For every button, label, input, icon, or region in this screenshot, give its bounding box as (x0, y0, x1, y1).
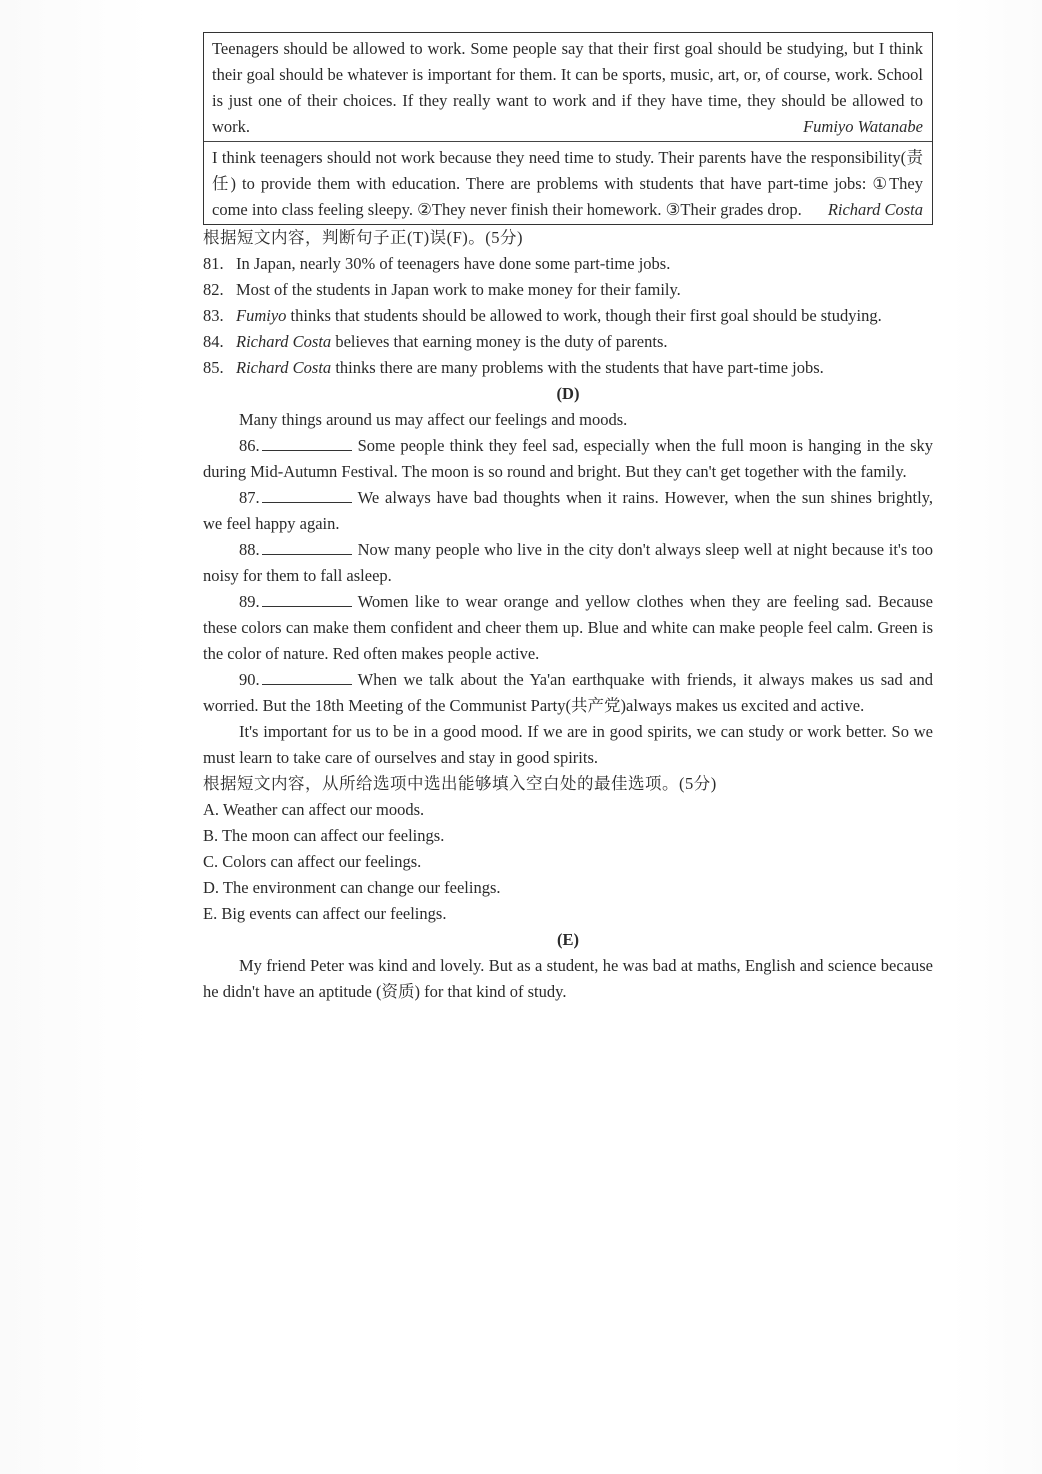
letter-signature: Fumiyo Watanabe (803, 117, 923, 136)
answer-blank[interactable] (262, 668, 352, 685)
gap-text: Some people think they feel sad, especially when the full moon is hanging in the sky during Mid-Autumn Festival. The moon is so round and bright. But they can't get together with the family. (203, 436, 933, 481)
question-number: 85. (203, 358, 224, 377)
content-column (203, 32, 933, 1005)
gap-item (203, 433, 933, 485)
section-e-heading: (E) (557, 930, 579, 949)
question-body: Most of the students in Japan work to make money for their family. (236, 280, 681, 299)
gap-number: 90. (239, 670, 260, 689)
gap-number: 89. (239, 592, 260, 611)
question-name: Richard Costa (236, 332, 332, 351)
gap-number: 87. (239, 488, 260, 507)
question-body: believes that earning money is the duty of parents. (331, 332, 668, 351)
gap-text: Women like to wear orange and yellow clothes when they are feeling sad. Because these colors can make them confident and cheer them up. Blue and white can make people feel calm. Green is the color of nature. Red often makes people active. (203, 592, 933, 663)
question-text (236, 277, 933, 303)
tf-question (203, 329, 933, 355)
section-e-text: My friend Peter was kind and lovely. But as a student, he was bad at maths, English and science because he didn't have an aptitude (资质) for that kind of study. (203, 956, 933, 1001)
question-text (236, 303, 933, 329)
letter-signature: Richard Costa (827, 200, 923, 219)
question-number: 82. (203, 280, 224, 299)
question-text (236, 329, 933, 355)
tf-question (203, 355, 933, 381)
gap-item (203, 485, 933, 537)
tf-question (203, 251, 933, 277)
option-b: B. The moon can affect our feelings. (203, 826, 445, 845)
answer-blank[interactable] (262, 434, 352, 451)
option-e: E. Big events can affect our feelings. (203, 904, 447, 923)
question-text (236, 355, 933, 381)
gap-item (203, 589, 933, 667)
question-body: thinks there are many problems with the students that have part-time jobs. (331, 358, 824, 377)
question-name: Richard Costa (236, 358, 332, 377)
section-d-heading: (D) (556, 384, 580, 403)
question-body: thinks that students should be allowed to work, though their first goal should be studying. (286, 306, 882, 325)
section-d-closing: It's important for us to be in a good mood. If we are in good spirits, we can study or work better. So we must learn to take care of ourselves and stay in good spirits. (203, 722, 933, 767)
gap-number: 88. (239, 540, 260, 559)
option-c: C. Colors can affect our feelings. (203, 852, 422, 871)
question-body: In Japan, nearly 30% of teenagers have done some part-time jobs. (236, 254, 671, 273)
question-name: Fumiyo (236, 306, 287, 325)
question-number: 84. (203, 332, 224, 351)
tf-question (203, 303, 933, 329)
letter-fumiyo (204, 33, 932, 141)
gap-number: 86. (239, 436, 260, 455)
gap-item (203, 537, 933, 589)
question-number: 83. (203, 306, 224, 325)
option-d: D. The environment can change our feelings. (203, 878, 501, 897)
letter-text: Teenagers should be allowed to work. Some people say that their first goal should be studying, but I think their goal should be whatever is important for them. It can be sports, music, art, or, of course, work. School is just one of their choices. If they really want to work and if they have time, they should be allowed to work. (212, 39, 923, 136)
letters-box (203, 32, 933, 225)
tf-instruction: 根据短文内容，判断句子正(T)误(F)。(5分) (203, 228, 523, 247)
tf-question (203, 277, 933, 303)
section-d-intro: Many things around us may affect our feelings and moods. (239, 410, 628, 429)
section-d-instruction: 根据短文内容，从所给选项中选出能够填入空白处的最佳选项。(5分) (203, 774, 717, 793)
letter-text: I think teenagers should not work because they need time to study. Their parents have the responsibility(责任) to provide them with education. There are problems with students that have part-time jobs: ①They come into class feeling sleepy. ②They never finish their homework. ③Their grades drop. (212, 148, 923, 219)
answer-blank[interactable] (262, 486, 352, 503)
gap-text: When we talk about the Ya'an earthquake with friends, it always makes us sad and worried. But the 18th Meeting of the Communist Party(共产党)always makes us excited and active. (203, 670, 933, 715)
answer-blank[interactable] (262, 538, 352, 555)
answer-blank[interactable] (262, 590, 352, 607)
gap-text: Now many people who live in the city don't always sleep well at night because it's too noisy for them to fall asleep. (203, 540, 933, 585)
option-a: A. Weather can affect our moods. (203, 800, 425, 819)
gap-text: We always have bad thoughts when it rains. However, when the sun shines brightly, we feel happy again. (203, 488, 933, 533)
question-text (236, 251, 933, 277)
letter-richard (204, 141, 932, 224)
question-number: 81. (203, 254, 224, 273)
gap-item (203, 667, 933, 719)
